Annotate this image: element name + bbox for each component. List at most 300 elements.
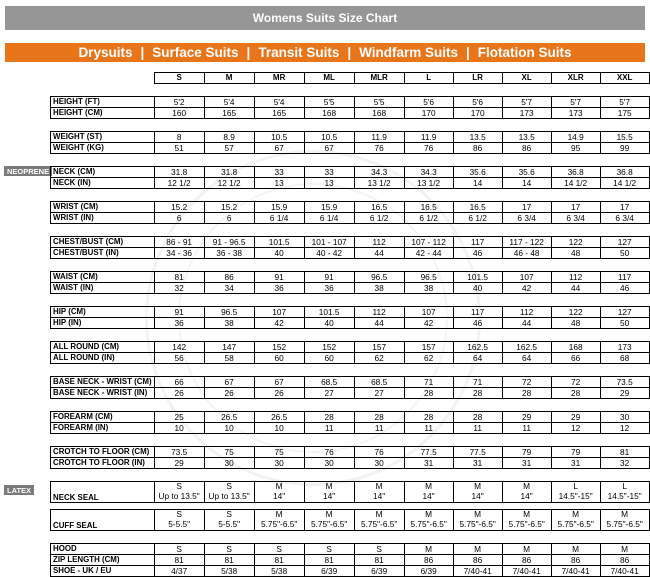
value-cell: 152 [304, 342, 354, 353]
seal-range: 5-5.5" [168, 519, 191, 529]
value-cell: 86 [453, 555, 502, 566]
row-label [51, 482, 155, 503]
value-cell: 50 [600, 248, 649, 259]
value-cell: 112 [551, 272, 600, 283]
value-cell: 35.6 [502, 167, 551, 178]
value-cell: S [204, 544, 254, 555]
value-cell: 51 [154, 143, 204, 154]
value-cell: 7/40-41 [600, 566, 649, 577]
value-cell: 42 [404, 318, 453, 329]
value-cell: 60 [304, 353, 354, 364]
value-cell: 50 [600, 318, 649, 329]
value-cell: 173 [551, 108, 600, 119]
category-separator: | [347, 45, 352, 60]
value-cell: 162.5 [453, 342, 502, 353]
value-cell: 99 [600, 143, 649, 154]
value-cell: 96.5 [404, 272, 453, 283]
value-cell: 7/40-41 [453, 566, 502, 577]
seal-range: 14" [422, 491, 435, 501]
value-cell: 142 [154, 342, 204, 353]
seal-range: 5.75"-6.5" [410, 519, 447, 529]
value-cell: 122 [551, 237, 600, 248]
row-label: CROTCH TO FLOOR (IN) [51, 458, 155, 469]
value-cell: S [354, 544, 404, 555]
value-cell: 17 [600, 202, 649, 213]
row-label [51, 510, 155, 531]
value-cell: 81 [600, 447, 649, 458]
size-header-cell: XXL [600, 73, 649, 84]
value-cell: 72 [551, 377, 600, 388]
value-cell: 40 [254, 248, 304, 259]
value-cell: 10.5 [304, 132, 354, 143]
seal-range: 14" [323, 491, 336, 501]
value-cell: 81 [204, 555, 254, 566]
value-cell: 67 [204, 377, 254, 388]
table-row [51, 318, 650, 329]
value-cell: M [453, 544, 502, 555]
value-cell: 5'7 [551, 97, 600, 108]
value-cell: 75 [254, 447, 304, 458]
seal-size: M [325, 509, 333, 520]
seal-size: L [622, 481, 627, 492]
seal-size: M [375, 509, 383, 520]
value-cell: 6 3/4 [551, 213, 600, 224]
value-cell: 29 [551, 412, 600, 423]
value-cell: 28 [304, 412, 354, 423]
value-cell: 11.9 [354, 132, 404, 143]
table-row [51, 143, 650, 154]
value-cell: 26.5 [204, 412, 254, 423]
value-cell: 77.5 [453, 447, 502, 458]
table-row [51, 544, 650, 555]
value-cell: 17 [502, 202, 551, 213]
seal-row [51, 482, 650, 503]
value-cell: 36.8 [600, 167, 649, 178]
table-row [51, 423, 650, 434]
value-cell: 66 [551, 353, 600, 364]
seal-range: 14.5"-15" [558, 491, 593, 501]
value-cell: 27 [304, 388, 354, 399]
value-cell: 8.9 [204, 132, 254, 143]
category-separator: | [140, 45, 145, 60]
table-row [51, 388, 650, 399]
value-cell: 28 [404, 388, 453, 399]
value-cell: 14 1/2 [551, 178, 600, 189]
value-cell: 14.9 [551, 132, 600, 143]
value-cell: 6 1/4 [254, 213, 304, 224]
value-cell: 12 [551, 423, 600, 434]
value-cell: 14 [502, 178, 551, 189]
value-cell: 168 [304, 108, 354, 119]
value-cell: 5'6 [404, 97, 453, 108]
value-cell: 76 [354, 143, 404, 154]
table-row [51, 237, 650, 248]
value-cell: 28 [453, 388, 502, 399]
value-cell: 25 [154, 412, 204, 423]
value-cell: 79 [502, 447, 551, 458]
value-cell: 64 [453, 353, 502, 364]
value-cell: 48 [551, 248, 600, 259]
value-cell: 36 [254, 283, 304, 294]
value-cell: M [502, 544, 551, 555]
value-cell: 11 [354, 423, 404, 434]
value-cell: 6 1/4 [304, 213, 354, 224]
value-cell: 46 [453, 318, 502, 329]
value-cell: 31 [502, 458, 551, 469]
value-cell: 117 [453, 307, 502, 318]
value-cell: 58 [204, 353, 254, 364]
value-cell: 35.6 [453, 167, 502, 178]
table-row [51, 307, 650, 318]
value-cell: 44 [502, 318, 551, 329]
value-cell: 101 - 107 [304, 237, 354, 248]
value-cell: 28 [551, 388, 600, 399]
value-cell: 76 [404, 143, 453, 154]
table-row [51, 555, 650, 566]
value-cell: 30 [254, 458, 304, 469]
value-cell: 16.5 [404, 202, 453, 213]
size-table [50, 72, 650, 577]
value-cell: 76 [304, 447, 354, 458]
value-cell: 168 [551, 342, 600, 353]
row-label: NECK (IN) [51, 178, 155, 189]
value-cell: 68.5 [354, 377, 404, 388]
value-cell: 67 [304, 143, 354, 154]
row-label: WAIST (IN) [51, 283, 155, 294]
value-cell: 12 [600, 423, 649, 434]
neoprene-label: NEOPRENE [4, 166, 52, 176]
value-cell: 57 [204, 143, 254, 154]
value-cell: 14 [453, 178, 502, 189]
table-row [51, 108, 650, 119]
value-cell: 7/40-41 [551, 566, 600, 577]
value-cell: 86 [551, 555, 600, 566]
seal-cell [404, 482, 453, 503]
value-cell: 91 [154, 307, 204, 318]
seal-cell [304, 510, 354, 531]
value-cell: 173 [502, 108, 551, 119]
size-header-cell: ML [304, 73, 354, 84]
seal-size: M [275, 509, 283, 520]
value-cell: 67 [254, 143, 304, 154]
seal-size: M [523, 509, 531, 520]
value-cell: 15.2 [204, 202, 254, 213]
value-cell: 107 [502, 272, 551, 283]
category-label: Drysuits [78, 45, 133, 60]
seal-range: 5.75"-6.5" [260, 519, 298, 529]
value-cell: 28 [354, 412, 404, 423]
latex-label: LATEX [4, 485, 34, 495]
value-cell: 29 [600, 388, 649, 399]
value-cell: 81 [254, 555, 304, 566]
row-label: HOOD [51, 544, 155, 555]
value-cell: 81 [354, 555, 404, 566]
value-cell: 11 [502, 423, 551, 434]
value-cell: 81 [154, 555, 204, 566]
value-cell: 13.5 [453, 132, 502, 143]
table-row [51, 202, 650, 213]
table-row [51, 272, 650, 283]
value-cell: 40 [453, 283, 502, 294]
table-row [51, 178, 650, 189]
value-cell: 122 [551, 307, 600, 318]
seal-size: M [375, 481, 383, 492]
seal-cell [502, 482, 551, 503]
value-cell: 6 1/2 [354, 213, 404, 224]
value-cell: 62 [404, 353, 453, 364]
seal-range: Up to 13.5" [158, 491, 200, 501]
value-cell: 101.5 [304, 307, 354, 318]
row-label: CHEST/BUST (CM) [51, 237, 155, 248]
seal-size: S [226, 509, 232, 520]
value-cell: 46 [600, 283, 649, 294]
header-corner [51, 73, 155, 84]
value-cell: 101.5 [453, 272, 502, 283]
value-cell: 95 [551, 143, 600, 154]
value-cell: 6 [204, 213, 254, 224]
value-cell: 10 [154, 423, 204, 434]
value-cell: 6/39 [304, 566, 354, 577]
seal-cell [254, 482, 304, 503]
value-cell: 62 [354, 353, 404, 364]
value-cell: 165 [204, 108, 254, 119]
value-cell: 13 1/2 [404, 178, 453, 189]
value-cell: 112 [354, 307, 404, 318]
value-cell: 5'4 [254, 97, 304, 108]
seal-cell [551, 482, 600, 503]
category-separator: | [466, 45, 470, 60]
value-cell: 28 [404, 412, 453, 423]
category-label: Surface Suits [152, 45, 239, 60]
value-cell: 56 [154, 353, 204, 364]
seal-size: M [425, 509, 433, 520]
table-row [51, 213, 650, 224]
value-cell: 32 [600, 458, 649, 469]
value-cell: 44 [551, 283, 600, 294]
row-label: FOREARM (IN) [51, 423, 155, 434]
category-label: Flotation Suits [477, 45, 572, 60]
value-cell: 157 [354, 342, 404, 353]
value-cell: 170 [404, 108, 453, 119]
value-cell: 12 1/2 [154, 178, 204, 189]
size-header-cell: MR [254, 73, 304, 84]
value-cell: 5'2 [154, 97, 204, 108]
seal-size: M [425, 481, 433, 492]
category-separator: | [246, 45, 251, 60]
value-cell: 91 [254, 272, 304, 283]
value-cell: 175 [600, 108, 649, 119]
value-cell: 86 [204, 272, 254, 283]
value-cell: 72 [502, 377, 551, 388]
value-cell: 31.8 [204, 167, 254, 178]
value-cell: 7/40-41 [502, 566, 551, 577]
value-cell: 15.5 [600, 132, 649, 143]
value-cell: 15.9 [304, 202, 354, 213]
seal-label: CUFF SEAL [53, 520, 98, 530]
value-cell: 157 [404, 342, 453, 353]
value-cell: 15.9 [254, 202, 304, 213]
value-cell: 152 [254, 342, 304, 353]
value-cell: 28 [453, 412, 502, 423]
value-cell: S [304, 544, 354, 555]
value-cell: 16.5 [453, 202, 502, 213]
value-cell: 36.8 [551, 167, 600, 178]
value-cell: 34 [204, 283, 254, 294]
size-header-row [51, 73, 650, 84]
seal-cell [551, 510, 600, 531]
value-cell: 15.2 [154, 202, 204, 213]
value-cell: 107 [254, 307, 304, 318]
seal-size: L [573, 481, 578, 492]
seal-size: M [474, 481, 482, 492]
seal-cell [304, 482, 354, 503]
value-cell: 71 [453, 377, 502, 388]
seal-cell [204, 482, 254, 503]
value-cell: M [404, 544, 453, 555]
value-cell: 147 [204, 342, 254, 353]
row-label: WEIGHT (KG) [51, 143, 155, 154]
value-cell: 77.5 [404, 447, 453, 458]
seal-range: 5.75"-6.5" [310, 519, 348, 529]
size-header-cell: LR [453, 73, 502, 84]
row-label: WRIST (IN) [51, 213, 155, 224]
value-cell: 6/39 [404, 566, 453, 577]
row-label: HEIGHT (FT) [51, 97, 155, 108]
value-cell: 40 - 42 [304, 248, 354, 259]
value-cell: 160 [154, 108, 204, 119]
value-cell: M [600, 544, 649, 555]
value-cell: 10 [254, 423, 304, 434]
seal-size: M [325, 481, 333, 492]
value-cell: 12 1/2 [204, 178, 254, 189]
value-cell: 11.9 [404, 132, 453, 143]
seal-size: M [621, 509, 629, 520]
value-cell: 6 1/2 [404, 213, 453, 224]
row-label: WRIST (CM) [51, 202, 155, 213]
value-cell: 5'7 [502, 97, 551, 108]
value-cell: 13 [254, 178, 304, 189]
value-cell: 26 [254, 388, 304, 399]
table-row [51, 342, 650, 353]
row-label: NECK (CM) [51, 167, 155, 178]
seal-cell [600, 482, 649, 503]
value-cell: 11 [404, 423, 453, 434]
table-row [51, 283, 650, 294]
value-cell: 31 [551, 458, 600, 469]
seal-cell [453, 482, 502, 503]
value-cell: 46 [453, 248, 502, 259]
value-cell: 16.5 [354, 202, 404, 213]
value-cell: 81 [154, 272, 204, 283]
value-cell: 34.3 [354, 167, 404, 178]
value-cell: 68.5 [304, 377, 354, 388]
value-cell: 28 [502, 388, 551, 399]
table-row [51, 447, 650, 458]
value-cell: 26 [154, 388, 204, 399]
row-label: BASE NECK - WRIST (CM) [51, 377, 155, 388]
value-cell: 5/38 [254, 566, 304, 577]
value-cell: 38 [204, 318, 254, 329]
value-cell: 96.5 [354, 272, 404, 283]
seal-range: 5.75"-6.5" [360, 519, 398, 529]
table-row [51, 167, 650, 178]
row-label: ZIP LENGTH (CM) [51, 555, 155, 566]
value-cell: 5'4 [204, 97, 254, 108]
value-cell: 162.5 [502, 342, 551, 353]
value-cell: 38 [404, 283, 453, 294]
value-cell: 11 [453, 423, 502, 434]
value-cell: 27 [354, 388, 404, 399]
value-cell: 75 [204, 447, 254, 458]
value-cell: 117 [453, 237, 502, 248]
value-cell: 13 1/2 [354, 178, 404, 189]
value-cell: 33 [254, 167, 304, 178]
value-cell: 86 [502, 143, 551, 154]
value-cell: 36 - 38 [204, 248, 254, 259]
seal-cell [254, 510, 304, 531]
value-cell: 73.5 [600, 377, 649, 388]
seal-cell [354, 510, 404, 531]
value-cell: 8 [154, 132, 204, 143]
value-cell: 64 [502, 353, 551, 364]
value-cell: 91 [304, 272, 354, 283]
value-cell: 67 [254, 377, 304, 388]
row-label: BASE NECK - WRIST (IN) [51, 388, 155, 399]
value-cell: 173 [600, 342, 649, 353]
value-cell: 112 [502, 307, 551, 318]
category-bar [5, 43, 645, 62]
seal-range: 5.75"-6.5" [508, 519, 545, 529]
table-row [51, 566, 650, 577]
category-label: Windfarm Suits [359, 45, 459, 60]
value-cell: 5'5 [304, 97, 354, 108]
table-row [51, 248, 650, 259]
size-header-cell: XL [502, 73, 551, 84]
table-row [51, 353, 650, 364]
value-cell: 86 [502, 555, 551, 566]
seal-range: 5-5.5" [218, 519, 241, 529]
category-label: Transit Suits [258, 45, 340, 60]
value-cell: 5'7 [600, 97, 649, 108]
spacer-cell [51, 503, 650, 510]
value-cell: 34 - 36 [154, 248, 204, 259]
value-cell: 36 [154, 318, 204, 329]
seal-row [51, 510, 650, 531]
row-label: FOREARM (CM) [51, 412, 155, 423]
value-cell: 26 [204, 388, 254, 399]
row-label: CHEST/BUST (IN) [51, 248, 155, 259]
value-cell: 11 [304, 423, 354, 434]
value-cell: 112 [354, 237, 404, 248]
row-label: SHOE - UK / EU [51, 566, 155, 577]
value-cell: 30 [354, 458, 404, 469]
size-header-cell: S [154, 73, 204, 84]
value-cell: 170 [453, 108, 502, 119]
value-cell: 46 - 48 [502, 248, 551, 259]
seal-range: Up to 13.5" [208, 491, 250, 501]
value-cell: 5/38 [204, 566, 254, 577]
value-cell: 66 [154, 377, 204, 388]
seal-range: 14" [273, 491, 286, 501]
spacer-row [51, 503, 650, 510]
value-cell: S [254, 544, 304, 555]
row-label: HIP (CM) [51, 307, 155, 318]
value-cell: 10.5 [254, 132, 304, 143]
row-label: WAIST (CM) [51, 272, 155, 283]
value-cell: 86 [404, 555, 453, 566]
size-header-cell: M [204, 73, 254, 84]
value-cell: 71 [404, 377, 453, 388]
